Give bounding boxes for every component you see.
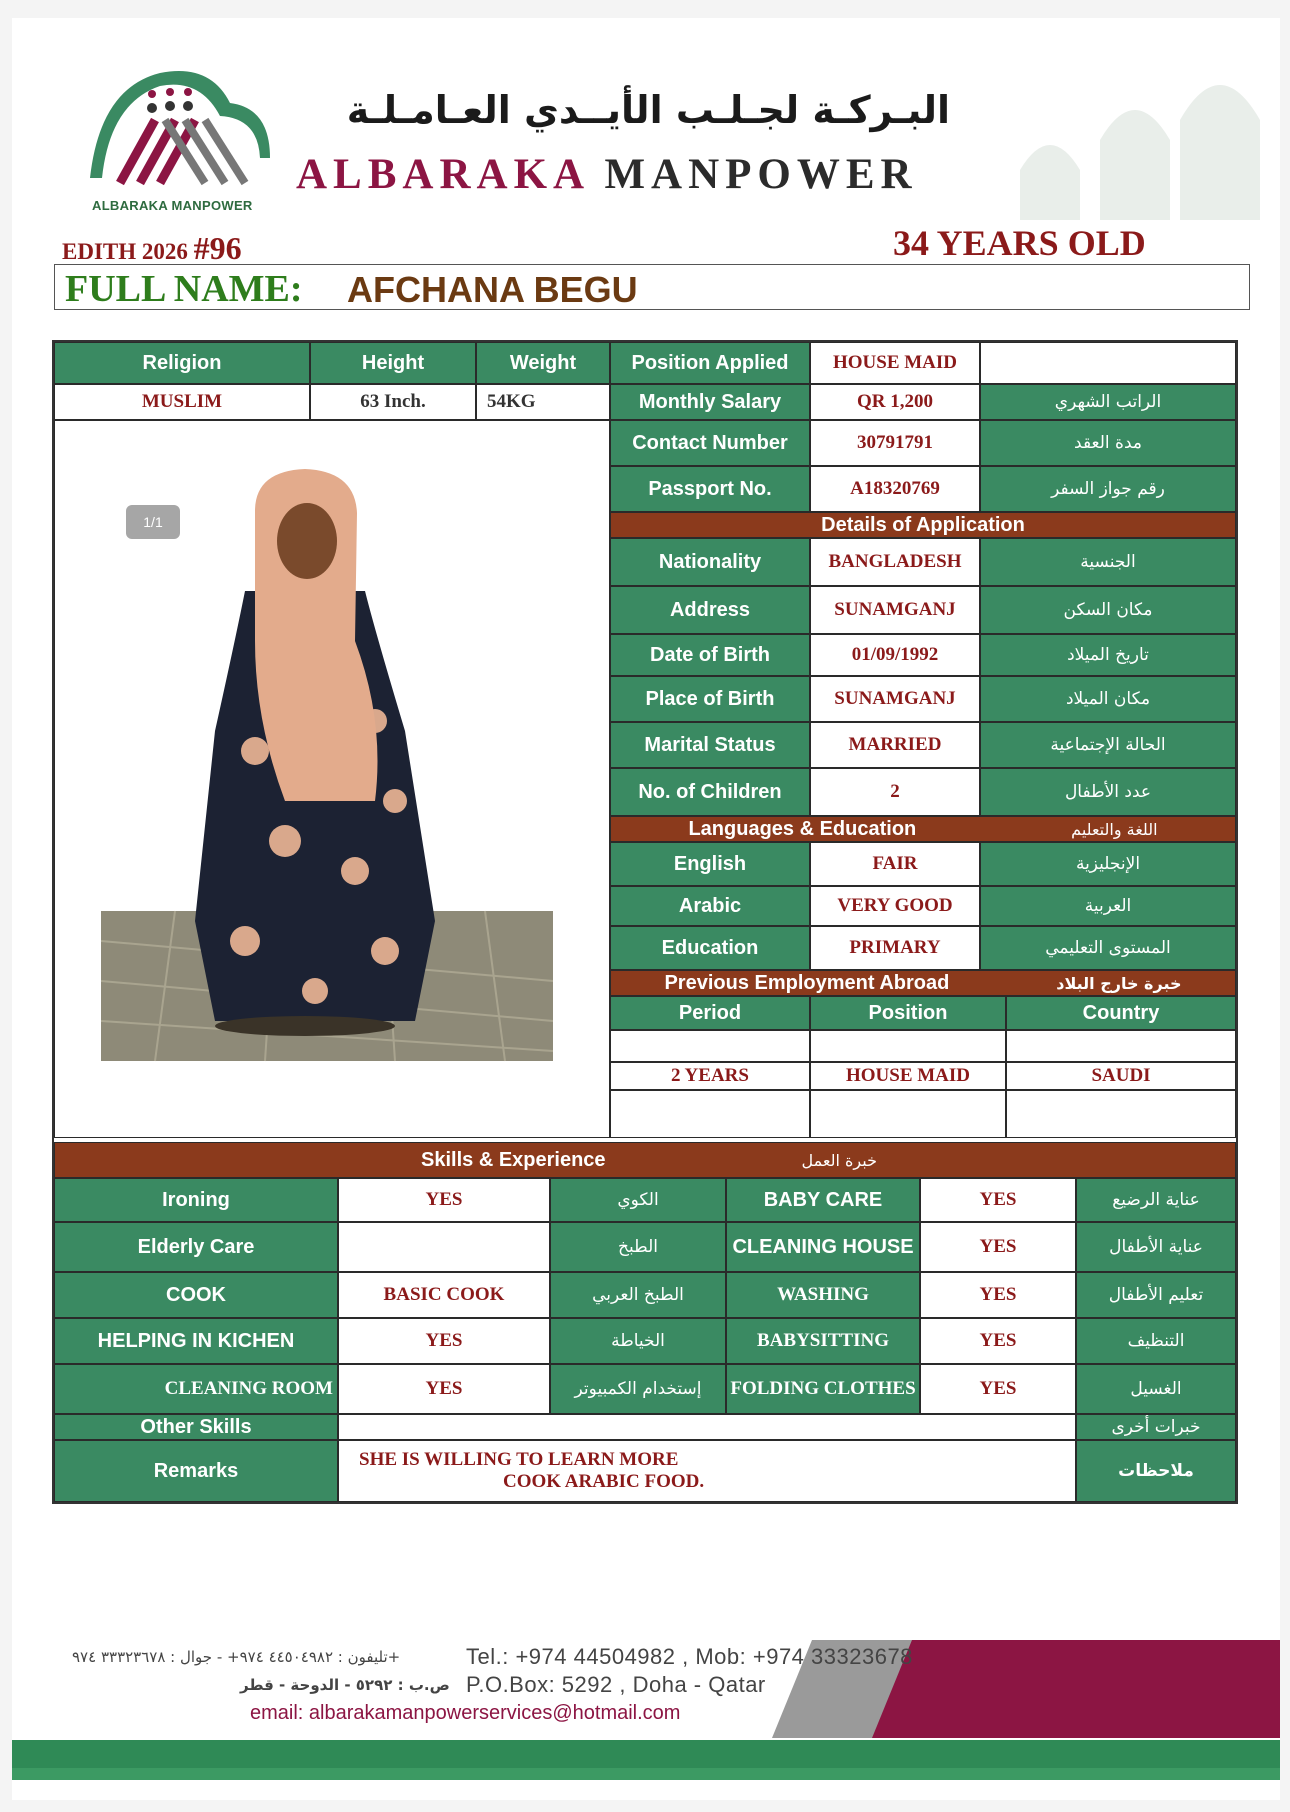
- employment-header: [610, 970, 1236, 996]
- age-label: 34 YEARS OLD: [893, 223, 1146, 263]
- pob-value: SUNAMGANJ: [810, 676, 980, 722]
- dob-arabic: تاريخ الميلاد: [980, 634, 1236, 676]
- edition-number: #96: [193, 230, 242, 266]
- skill-label-babysitting: BABYSITTING: [726, 1318, 920, 1364]
- education-arabic: المستوى التعليمي: [980, 926, 1236, 970]
- pob-arabic: مكان الميلاد: [980, 676, 1236, 722]
- skill-value-elderly-care: [338, 1222, 550, 1272]
- address-label: Address: [610, 586, 810, 634]
- address-arabic: مكان السكن: [980, 586, 1236, 634]
- monthly-salary-arabic: الراتب الشهري: [980, 384, 1236, 420]
- arabic-arabic: العربية: [980, 886, 1236, 926]
- nationality-value: BANGLADESH: [810, 538, 980, 586]
- skill-label-folding-clothes: FOLDING CLOTHES: [726, 1364, 920, 1414]
- employment-cell: [610, 1090, 810, 1138]
- full-name-box: [54, 264, 1250, 310]
- company-name-part1: ALBARAKA: [296, 151, 588, 198]
- skill-value-helping-kitchen: YES: [338, 1318, 550, 1364]
- company-name-part2: MANPOWER: [604, 151, 918, 198]
- skill-label-baby-care: BABY CARE: [726, 1178, 920, 1222]
- edition-label: [62, 230, 242, 267]
- employment-position: HOUSE MAID: [810, 1062, 1006, 1090]
- weight-header: Weight: [476, 342, 610, 384]
- skill-arabic: الخياطة: [550, 1318, 726, 1364]
- passport-label: Passport No.: [610, 466, 810, 512]
- remarks-arabic: ملاحظات: [1076, 1440, 1236, 1502]
- skills-header: [54, 1142, 1236, 1178]
- education-label: Education: [610, 926, 810, 970]
- dob-label: Date of Birth: [610, 634, 810, 676]
- pob-label: Place of Birth: [610, 676, 810, 722]
- company-name-english: [296, 150, 918, 199]
- height-header: Height: [310, 342, 476, 384]
- monthly-salary-label: Monthly Salary: [610, 384, 810, 420]
- children-value: 2: [810, 768, 980, 816]
- skill-value-cook: BASIC COOK: [338, 1272, 550, 1318]
- skill-value-washing: YES: [920, 1272, 1076, 1318]
- photo-area: [54, 420, 610, 1138]
- footer-email[interactable]: email: albarakamanpowerservices@hotmail.com: [250, 1702, 681, 1724]
- height-value: 63 Inch.: [310, 384, 476, 420]
- nationality-arabic: الجنسية: [980, 538, 1236, 586]
- marital-label: Marital Status: [610, 722, 810, 768]
- remarks-line2: COOK ARABIC FOOD.: [503, 1471, 705, 1492]
- skill-arabic: التنظيف: [1076, 1318, 1236, 1364]
- remarks-value: [338, 1440, 1076, 1502]
- languages-header-en: Languages & Education: [688, 817, 917, 840]
- employment-cell: [1006, 1030, 1236, 1062]
- skill-label-cleaning-room: CLEANING ROOM: [54, 1364, 338, 1414]
- english-arabic: الإنجليزية: [980, 842, 1236, 886]
- decorative-pattern: [950, 20, 1270, 220]
- remarks-label: Remarks: [54, 1440, 338, 1502]
- employment-cell: [1006, 1090, 1236, 1138]
- full-name-label: FULL NAME:: [65, 268, 303, 310]
- skill-arabic: الطبخ العربي: [550, 1272, 726, 1318]
- weight-value: 54KG: [476, 384, 610, 420]
- albaraka-logo: [80, 58, 280, 218]
- skill-label-cook: COOK: [54, 1272, 338, 1318]
- employment-period: 2 YEARS: [610, 1062, 810, 1090]
- skill-arabic: عناية الأطفال: [1076, 1222, 1236, 1272]
- logo-caption: ALBARAKA MANPOWER: [92, 198, 253, 213]
- company-name-arabic: البـركـة لجـلـب الأيــدي العـامـلـة: [346, 88, 950, 132]
- skill-value-folding-clothes: YES: [920, 1364, 1076, 1414]
- skills-header-en: Skills & Experience: [421, 1148, 606, 1171]
- skill-arabic: الطبخ: [550, 1222, 726, 1272]
- employment-cell: [810, 1090, 1006, 1138]
- remarks-line1: SHE IS WILLING TO LEARN MORE: [359, 1449, 679, 1471]
- skill-arabic: تعليم الأطفال: [1076, 1272, 1236, 1318]
- details-header: Details of Application: [610, 512, 1236, 538]
- full-name-value: AFCHANA BEGU: [347, 269, 638, 310]
- arabic-value: VERY GOOD: [810, 886, 980, 926]
- skill-value-baby-care: YES: [920, 1178, 1076, 1222]
- position-header: Position: [810, 996, 1006, 1030]
- photo-pager[interactable]: 1/1: [126, 505, 180, 539]
- footer-pobox-arabic: ص.ب : ٥٢٩٢ - الدوحة - قطر: [240, 1676, 450, 1694]
- other-skills-value: [338, 1414, 1076, 1440]
- skills-header-ar: خبرة العمل: [801, 1150, 877, 1170]
- contact-number-value: 30791791: [810, 420, 980, 466]
- position-applied-label: Position Applied: [610, 342, 810, 384]
- country-header: Country: [1006, 996, 1236, 1030]
- footer-pobox: P.O.Box: 5292 , Doha - Qatar: [466, 1672, 766, 1697]
- address-value: SUNAMGANJ: [810, 586, 980, 634]
- employment-header-ar: خبرة خارج البلاد: [1056, 973, 1182, 993]
- nationality-label: Nationality: [610, 538, 810, 586]
- religion-header: Religion: [54, 342, 310, 384]
- languages-header-ar: اللغة والتعليم: [1071, 819, 1158, 839]
- dob-value: 01/09/1992: [810, 634, 980, 676]
- english-label: English: [610, 842, 810, 886]
- skill-arabic: الغسيل: [1076, 1364, 1236, 1414]
- other-skills-arabic: خبرات أخرى: [1076, 1414, 1236, 1440]
- skill-label-elderly-care: Elderly Care: [54, 1222, 338, 1272]
- skill-label-washing: WASHING: [726, 1272, 920, 1318]
- skill-label-cleaning-house: CLEANING HOUSE: [726, 1222, 920, 1272]
- application-table: [52, 340, 1238, 1504]
- religion-value: MUSLIM: [54, 384, 310, 420]
- skill-value-cleaning-house: YES: [920, 1222, 1076, 1272]
- education-value: PRIMARY: [810, 926, 980, 970]
- children-arabic: عدد الأطفال: [980, 768, 1236, 816]
- position-applied-arabic: [980, 342, 1236, 384]
- arabic-label: Arabic: [610, 886, 810, 926]
- skill-label-ironing: Ironing: [54, 1178, 338, 1222]
- monthly-salary-value: QR 1,200: [810, 384, 980, 420]
- passport-arabic: رقم جواز السفر: [980, 466, 1236, 512]
- skill-value-cleaning-room: YES: [338, 1364, 550, 1414]
- footer-phone-arabic: تليفون : ٤٤٥٠٤٩٨٢ ٩٧٤+ - جوال : ٣٣٣٢٣٦٧٨ ٩٧٤+: [72, 1648, 401, 1666]
- employment-country: SAUDI: [1006, 1062, 1236, 1090]
- contact-number-arabic: مدة العقد: [980, 420, 1236, 466]
- employment-header-en: Previous Employment Abroad: [664, 971, 950, 994]
- employment-cell: [610, 1030, 810, 1062]
- position-applied-value: HOUSE MAID: [810, 342, 980, 384]
- marital-arabic: الحالة الإجتماعية: [980, 722, 1236, 768]
- employment-cell: [810, 1030, 1006, 1062]
- skill-arabic: الكوي: [550, 1178, 726, 1222]
- footer-phone: Tel.: +974 44504982 , Mob: +974 33323678: [466, 1644, 913, 1669]
- edition-text: EDITH 2026: [62, 239, 188, 264]
- skill-arabic: إستخدام الكمبيوتر: [550, 1364, 726, 1414]
- passport-value: A18320769: [810, 466, 980, 512]
- period-header: Period: [610, 996, 810, 1030]
- skill-arabic: عناية الرضيع: [1076, 1178, 1236, 1222]
- marital-value: MARRIED: [810, 722, 980, 768]
- children-label: No. of Children: [610, 768, 810, 816]
- english-value: FAIR: [810, 842, 980, 886]
- languages-header: [610, 816, 1236, 842]
- skill-value-babysitting: YES: [920, 1318, 1076, 1364]
- contact-number-label: Contact Number: [610, 420, 810, 466]
- skill-label-helping-kitchen: HELPING IN KICHEN: [54, 1318, 338, 1364]
- other-skills-label: Other Skills: [54, 1414, 338, 1440]
- skill-value-ironing: YES: [338, 1178, 550, 1222]
